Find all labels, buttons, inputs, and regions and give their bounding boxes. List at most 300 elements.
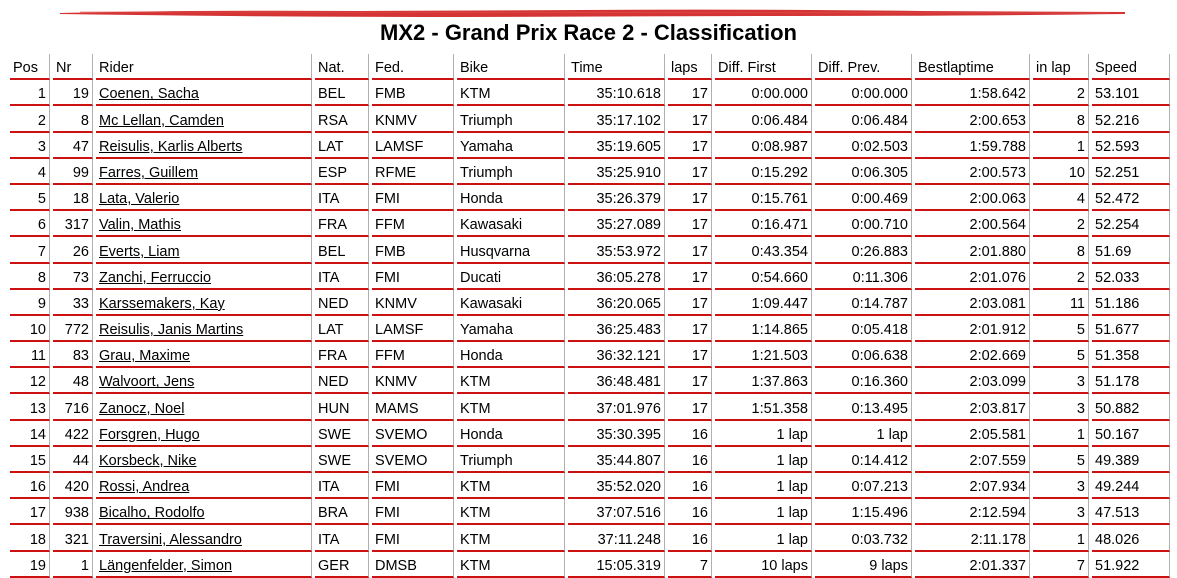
table-row bbox=[10, 237, 1170, 263]
cell-speed: 50.882 bbox=[1092, 394, 1170, 420]
cell-bestlaptime: 2:02.669 bbox=[915, 342, 1030, 368]
cell-laps: 17 bbox=[668, 394, 712, 420]
cell-bike: Honda bbox=[457, 421, 565, 447]
cell-nr: 8 bbox=[53, 106, 93, 132]
cell-fed: FMB bbox=[372, 80, 454, 106]
cell-bike: Triumph bbox=[457, 106, 565, 132]
cell-pos: 3 bbox=[10, 133, 50, 159]
rider-link[interactable]: Zanchi, Ferruccio bbox=[99, 269, 212, 286]
rider-link[interactable]: Traversini, Alessandro bbox=[99, 531, 242, 548]
cell-bike: Yamaha bbox=[457, 316, 565, 342]
table-row bbox=[10, 552, 1170, 578]
cell-in-lap: 3 bbox=[1033, 499, 1089, 525]
cell-bestlaptime: 2:07.559 bbox=[915, 447, 1030, 473]
rider-link[interactable]: Grau, Maxime bbox=[99, 348, 191, 365]
cell-diff-first: 0:00.000 bbox=[715, 80, 812, 106]
cell-nat: ITA bbox=[315, 473, 369, 499]
cell-diff-first: 10 laps bbox=[715, 552, 812, 578]
cell-fed: FMB bbox=[372, 237, 454, 263]
cell-diff-prev: 0:11.306 bbox=[815, 264, 912, 290]
cell-bike: Husqvarna bbox=[457, 237, 565, 263]
cell-nat: GER bbox=[315, 552, 369, 578]
cell-nr: 772 bbox=[53, 316, 93, 342]
cell-pos: 17 bbox=[10, 499, 50, 525]
cell-diff-first: 1:09.447 bbox=[715, 290, 812, 316]
column-header-fed: Fed. bbox=[372, 54, 454, 80]
column-header-time: Time bbox=[568, 54, 665, 80]
cell-nr: 33 bbox=[53, 290, 93, 316]
cell-nat: SWE bbox=[315, 421, 369, 447]
cell-diff-prev: 0:00.710 bbox=[815, 211, 912, 237]
cell-in-lap: 1 bbox=[1033, 133, 1089, 159]
column-header-diff-prev: Diff. Prev. bbox=[815, 54, 912, 80]
cell-bike: KTM bbox=[457, 499, 565, 525]
cell-nr: 44 bbox=[53, 447, 93, 473]
cell-diff-prev: 0:13.495 bbox=[815, 394, 912, 420]
cell-laps: 17 bbox=[668, 106, 712, 132]
cell-rider bbox=[96, 237, 312, 263]
cell-time: 36:05.278 bbox=[568, 264, 665, 290]
cell-time: 37:01.976 bbox=[568, 394, 665, 420]
cell-diff-first: 1 lap bbox=[715, 447, 812, 473]
cell-diff-first: 0:54.660 bbox=[715, 264, 812, 290]
cell-time: 35:30.395 bbox=[568, 421, 665, 447]
cell-diff-first: 1:14.865 bbox=[715, 316, 812, 342]
cell-in-lap: 2 bbox=[1033, 264, 1089, 290]
page-title: MX2 - Grand Prix Race 2 - Classification bbox=[380, 20, 797, 45]
cell-diff-prev: 0:05.418 bbox=[815, 316, 912, 342]
cell-pos: 16 bbox=[10, 473, 50, 499]
cell-in-lap: 1 bbox=[1033, 525, 1089, 551]
table-row bbox=[10, 473, 1170, 499]
cell-bike: Yamaha bbox=[457, 133, 565, 159]
cell-fed: FMI bbox=[372, 499, 454, 525]
column-header-nr: Nr bbox=[53, 54, 93, 80]
cell-rider bbox=[96, 552, 312, 578]
cell-diff-prev: 0:14.787 bbox=[815, 290, 912, 316]
cell-rider bbox=[96, 80, 312, 106]
cell-diff-first: 1:21.503 bbox=[715, 342, 812, 368]
cell-in-lap: 3 bbox=[1033, 368, 1089, 394]
column-header-nat: Nat. bbox=[315, 54, 369, 80]
table-row bbox=[10, 499, 1170, 525]
cell-nr: 83 bbox=[53, 342, 93, 368]
table-row bbox=[10, 106, 1170, 132]
cell-diff-first: 1:51.358 bbox=[715, 394, 812, 420]
cell-nr: 18 bbox=[53, 185, 93, 211]
cell-pos: 10 bbox=[10, 316, 50, 342]
cell-speed: 51.358 bbox=[1092, 342, 1170, 368]
cell-nat: ITA bbox=[315, 185, 369, 211]
cell-speed: 51.178 bbox=[1092, 368, 1170, 394]
cell-rider bbox=[96, 394, 312, 420]
rider-link[interactable]: Längenfelder, Simon bbox=[99, 557, 233, 574]
cell-laps: 16 bbox=[668, 525, 712, 551]
rider-link[interactable]: Reisulis, Janis Martins bbox=[99, 322, 244, 339]
cell-nat: FRA bbox=[315, 211, 369, 237]
cell-in-lap: 8 bbox=[1033, 106, 1089, 132]
cell-pos: 11 bbox=[10, 342, 50, 368]
cell-bestlaptime: 2:00.653 bbox=[915, 106, 1030, 132]
cell-time: 35:10.618 bbox=[568, 80, 665, 106]
cell-nat: ITA bbox=[315, 264, 369, 290]
cell-pos: 1 bbox=[10, 80, 50, 106]
cell-in-lap: 4 bbox=[1033, 185, 1089, 211]
cell-fed: FFM bbox=[372, 342, 454, 368]
cell-diff-prev: 1:15.496 bbox=[815, 499, 912, 525]
cell-pos: 15 bbox=[10, 447, 50, 473]
table-header-row bbox=[10, 54, 1170, 80]
cell-time: 35:26.379 bbox=[568, 185, 665, 211]
cell-speed: 52.251 bbox=[1092, 159, 1170, 185]
cell-fed: RFME bbox=[372, 159, 454, 185]
cell-nat: SWE bbox=[315, 447, 369, 473]
cell-fed: LAMSF bbox=[372, 316, 454, 342]
cell-diff-first: 1 lap bbox=[715, 473, 812, 499]
rider-link[interactable]: Valin, Mathis bbox=[99, 217, 181, 234]
cell-laps: 16 bbox=[668, 499, 712, 525]
cell-diff-prev: 0:07.213 bbox=[815, 473, 912, 499]
table-row bbox=[10, 316, 1170, 342]
cell-diff-prev: 0:02.503 bbox=[815, 133, 912, 159]
cell-rider bbox=[96, 133, 312, 159]
cell-bike: Kawasaki bbox=[457, 211, 565, 237]
cell-time: 37:11.248 bbox=[568, 525, 665, 551]
table-row bbox=[10, 211, 1170, 237]
cell-time: 36:25.483 bbox=[568, 316, 665, 342]
cell-nr: 422 bbox=[53, 421, 93, 447]
cell-rider bbox=[96, 342, 312, 368]
cell-diff-first: 0:08.987 bbox=[715, 133, 812, 159]
cell-laps: 17 bbox=[668, 237, 712, 263]
cell-diff-first: 1:37.863 bbox=[715, 368, 812, 394]
cell-nr: 99 bbox=[53, 159, 93, 185]
cell-time: 35:19.605 bbox=[568, 133, 665, 159]
cell-time: 35:44.807 bbox=[568, 447, 665, 473]
cell-bestlaptime: 2:05.581 bbox=[915, 421, 1030, 447]
cell-laps: 17 bbox=[668, 133, 712, 159]
cell-time: 36:48.481 bbox=[568, 368, 665, 394]
table-row bbox=[10, 264, 1170, 290]
cell-diff-first: 1 lap bbox=[715, 499, 812, 525]
cell-speed: 51.69 bbox=[1092, 237, 1170, 263]
column-header-in-lap: in lap bbox=[1033, 54, 1089, 80]
cell-bestlaptime: 1:59.788 bbox=[915, 133, 1030, 159]
cell-rider bbox=[96, 185, 312, 211]
cell-bestlaptime: 1:58.642 bbox=[915, 80, 1030, 106]
table-row bbox=[10, 290, 1170, 316]
cell-fed: KNMV bbox=[372, 106, 454, 132]
cell-nat: NED bbox=[315, 290, 369, 316]
cell-fed: FMI bbox=[372, 264, 454, 290]
cell-pos: 13 bbox=[10, 394, 50, 420]
cell-bike: KTM bbox=[457, 368, 565, 394]
cell-nat: NED bbox=[315, 368, 369, 394]
cell-time: 37:07.516 bbox=[568, 499, 665, 525]
column-header-rider: Rider bbox=[96, 54, 312, 80]
cell-speed: 51.186 bbox=[1092, 290, 1170, 316]
cell-rider bbox=[96, 368, 312, 394]
table-row bbox=[10, 80, 1170, 106]
cell-rider bbox=[96, 499, 312, 525]
cell-bike: KTM bbox=[457, 552, 565, 578]
cell-nat: BRA bbox=[315, 499, 369, 525]
cell-speed: 51.677 bbox=[1092, 316, 1170, 342]
rider-link[interactable]: Coenen, Sacha bbox=[99, 86, 199, 103]
cell-pos: 5 bbox=[10, 185, 50, 211]
cell-bestlaptime: 2:01.337 bbox=[915, 552, 1030, 578]
cell-rider bbox=[96, 421, 312, 447]
cell-laps: 7 bbox=[668, 552, 712, 578]
cell-pos: 12 bbox=[10, 368, 50, 394]
cell-laps: 17 bbox=[668, 342, 712, 368]
cell-time: 35:25.910 bbox=[568, 159, 665, 185]
cell-laps: 17 bbox=[668, 80, 712, 106]
column-header-speed: Speed bbox=[1092, 54, 1170, 80]
cell-bike: KTM bbox=[457, 80, 565, 106]
table-row bbox=[10, 368, 1170, 394]
rider-link[interactable]: Karssemakers, Kay bbox=[99, 295, 225, 312]
table-row bbox=[10, 421, 1170, 447]
cell-pos: 6 bbox=[10, 211, 50, 237]
column-header-bestlaptime: Bestlaptime bbox=[915, 54, 1030, 80]
cell-bestlaptime: 2:03.099 bbox=[915, 368, 1030, 394]
cell-diff-prev: 0:06.638 bbox=[815, 342, 912, 368]
cell-diff-prev: 9 laps bbox=[815, 552, 912, 578]
cell-pos: 18 bbox=[10, 525, 50, 551]
cell-diff-first: 0:16.471 bbox=[715, 211, 812, 237]
rider-link[interactable]: Everts, Liam bbox=[99, 243, 180, 260]
cell-in-lap: 3 bbox=[1033, 394, 1089, 420]
cell-speed: 52.472 bbox=[1092, 185, 1170, 211]
cell-nr: 321 bbox=[53, 525, 93, 551]
cell-fed: DMSB bbox=[372, 552, 454, 578]
cell-nat: FRA bbox=[315, 342, 369, 368]
cell-fed: KNMV bbox=[372, 290, 454, 316]
cell-bike: Triumph bbox=[457, 447, 565, 473]
cell-in-lap: 5 bbox=[1033, 316, 1089, 342]
cell-time: 35:52.020 bbox=[568, 473, 665, 499]
cell-diff-first: 0:43.354 bbox=[715, 237, 812, 263]
cell-nr: 317 bbox=[53, 211, 93, 237]
cell-rider bbox=[96, 106, 312, 132]
cell-time: 36:20.065 bbox=[568, 290, 665, 316]
cell-in-lap: 2 bbox=[1033, 211, 1089, 237]
cell-bestlaptime: 2:03.081 bbox=[915, 290, 1030, 316]
cell-diff-prev: 0:14.412 bbox=[815, 447, 912, 473]
table-row bbox=[10, 394, 1170, 420]
cell-bestlaptime: 2:12.594 bbox=[915, 499, 1030, 525]
rider-link[interactable]: Lata, Valerio bbox=[99, 191, 180, 208]
cell-laps: 16 bbox=[668, 473, 712, 499]
cell-bestlaptime: 2:03.817 bbox=[915, 394, 1030, 420]
cell-in-lap: 5 bbox=[1033, 447, 1089, 473]
cell-in-lap: 10 bbox=[1033, 159, 1089, 185]
cell-bike: KTM bbox=[457, 394, 565, 420]
cell-rider bbox=[96, 473, 312, 499]
cell-nat: BEL bbox=[315, 80, 369, 106]
cell-bike: Kawasaki bbox=[457, 290, 565, 316]
cell-time: 35:17.102 bbox=[568, 106, 665, 132]
cell-time: 35:27.089 bbox=[568, 211, 665, 237]
cell-bestlaptime: 2:00.564 bbox=[915, 211, 1030, 237]
cell-speed: 49.389 bbox=[1092, 447, 1170, 473]
cell-laps: 17 bbox=[668, 211, 712, 237]
cell-speed: 53.101 bbox=[1092, 80, 1170, 106]
cell-in-lap: 8 bbox=[1033, 237, 1089, 263]
table-row bbox=[10, 525, 1170, 551]
cell-diff-prev: 0:03.732 bbox=[815, 525, 912, 551]
cell-nr: 73 bbox=[53, 264, 93, 290]
table-row bbox=[10, 159, 1170, 185]
cell-bike: Honda bbox=[457, 342, 565, 368]
cell-rider bbox=[96, 447, 312, 473]
cell-nat: HUN bbox=[315, 394, 369, 420]
cell-time: 36:32.121 bbox=[568, 342, 665, 368]
cell-diff-prev: 0:06.484 bbox=[815, 106, 912, 132]
cell-bike: Ducati bbox=[457, 264, 565, 290]
cell-speed: 48.026 bbox=[1092, 525, 1170, 551]
cell-pos: 4 bbox=[10, 159, 50, 185]
cell-speed: 52.593 bbox=[1092, 133, 1170, 159]
cell-pos: 8 bbox=[10, 264, 50, 290]
cell-bike: KTM bbox=[457, 525, 565, 551]
rider-link[interactable]: Zanocz, Noel bbox=[99, 400, 185, 417]
cell-bestlaptime: 2:07.934 bbox=[915, 473, 1030, 499]
cell-in-lap: 5 bbox=[1033, 342, 1089, 368]
column-header-pos: Pos bbox=[10, 54, 50, 80]
cell-rider bbox=[96, 211, 312, 237]
cell-time: 35:53.972 bbox=[568, 237, 665, 263]
cell-bike: Honda bbox=[457, 185, 565, 211]
cell-diff-prev: 0:16.360 bbox=[815, 368, 912, 394]
cell-nat: ESP bbox=[315, 159, 369, 185]
cell-nat: LAT bbox=[315, 133, 369, 159]
classification-table bbox=[7, 54, 1173, 578]
cell-diff-first: 0:15.761 bbox=[715, 185, 812, 211]
rider-link[interactable]: Farres, Guillem bbox=[99, 164, 199, 181]
cell-laps: 17 bbox=[668, 316, 712, 342]
rider-link[interactable]: Forsgren, Hugo bbox=[99, 426, 200, 443]
cell-rider bbox=[96, 290, 312, 316]
cell-time: 15:05.319 bbox=[568, 552, 665, 578]
cell-pos: 2 bbox=[10, 106, 50, 132]
cell-speed: 50.167 bbox=[1092, 421, 1170, 447]
cell-diff-prev: 0:26.883 bbox=[815, 237, 912, 263]
cell-nat: BEL bbox=[315, 237, 369, 263]
cell-fed: MAMS bbox=[372, 394, 454, 420]
cell-nat: LAT bbox=[315, 316, 369, 342]
cell-laps: 17 bbox=[668, 368, 712, 394]
rider-link[interactable]: Bicalho, Rodolfo bbox=[99, 505, 205, 522]
cell-fed: KNMV bbox=[372, 368, 454, 394]
cell-nr: 420 bbox=[53, 473, 93, 499]
cell-diff-prev: 0:06.305 bbox=[815, 159, 912, 185]
cell-speed: 49.244 bbox=[1092, 473, 1170, 499]
table-row bbox=[10, 185, 1170, 211]
table-row bbox=[10, 133, 1170, 159]
cell-diff-first: 1 lap bbox=[715, 421, 812, 447]
cell-rider bbox=[96, 159, 312, 185]
cell-pos: 7 bbox=[10, 237, 50, 263]
column-header-laps: laps bbox=[668, 54, 712, 80]
column-header-diff-first: Diff. First bbox=[715, 54, 812, 80]
cell-nr: 47 bbox=[53, 133, 93, 159]
cell-nr: 19 bbox=[53, 80, 93, 106]
cell-rider bbox=[96, 525, 312, 551]
cell-laps: 17 bbox=[668, 290, 712, 316]
cell-nat: ITA bbox=[315, 525, 369, 551]
cell-nr: 938 bbox=[53, 499, 93, 525]
cell-speed: 52.254 bbox=[1092, 211, 1170, 237]
rider-link[interactable]: Walvoort, Jens bbox=[99, 374, 195, 391]
rider-link[interactable]: Reisulis, Karlis Alberts bbox=[99, 138, 243, 155]
cell-fed: SVEMO bbox=[372, 421, 454, 447]
cell-speed: 51.922 bbox=[1092, 552, 1170, 578]
cell-in-lap: 11 bbox=[1033, 290, 1089, 316]
cell-speed: 52.216 bbox=[1092, 106, 1170, 132]
cell-fed: FFM bbox=[372, 211, 454, 237]
cell-nr: 716 bbox=[53, 394, 93, 420]
column-header-bike: Bike bbox=[457, 54, 565, 80]
cell-bestlaptime: 2:11.178 bbox=[915, 525, 1030, 551]
cell-laps: 17 bbox=[668, 159, 712, 185]
cell-nat: RSA bbox=[315, 106, 369, 132]
cell-nr: 48 bbox=[53, 368, 93, 394]
cell-laps: 16 bbox=[668, 447, 712, 473]
cell-laps: 16 bbox=[668, 421, 712, 447]
cell-diff-prev: 0:00.469 bbox=[815, 185, 912, 211]
cell-speed: 47.513 bbox=[1092, 499, 1170, 525]
cell-rider bbox=[96, 264, 312, 290]
cell-speed: 52.033 bbox=[1092, 264, 1170, 290]
cell-bike: Triumph bbox=[457, 159, 565, 185]
cell-in-lap: 1 bbox=[1033, 421, 1089, 447]
table-row bbox=[10, 342, 1170, 368]
cell-laps: 17 bbox=[668, 185, 712, 211]
cell-nr: 1 bbox=[53, 552, 93, 578]
cell-fed: SVEMO bbox=[372, 447, 454, 473]
cell-pos: 9 bbox=[10, 290, 50, 316]
cell-fed: LAMSF bbox=[372, 133, 454, 159]
cell-bike: KTM bbox=[457, 473, 565, 499]
table-row bbox=[10, 447, 1170, 473]
cell-diff-first: 1 lap bbox=[715, 525, 812, 551]
brush-stroke-decoration bbox=[60, 8, 1125, 18]
cell-rider bbox=[96, 316, 312, 342]
cell-bestlaptime: 2:01.076 bbox=[915, 264, 1030, 290]
cell-bestlaptime: 2:00.573 bbox=[915, 159, 1030, 185]
cell-fed: FMI bbox=[372, 525, 454, 551]
cell-bestlaptime: 2:01.880 bbox=[915, 237, 1030, 263]
cell-bestlaptime: 2:00.063 bbox=[915, 185, 1030, 211]
cell-nr: 26 bbox=[53, 237, 93, 263]
cell-fed: FMI bbox=[372, 185, 454, 211]
cell-in-lap: 3 bbox=[1033, 473, 1089, 499]
cell-bestlaptime: 2:01.912 bbox=[915, 316, 1030, 342]
rider-link[interactable]: Mc Lellan, Camden bbox=[99, 112, 224, 129]
cell-pos: 14 bbox=[10, 421, 50, 447]
rider-link[interactable]: Korsbeck, Nike bbox=[99, 453, 197, 469]
cell-diff-first: 0:06.484 bbox=[715, 106, 812, 132]
cell-in-lap: 7 bbox=[1033, 552, 1089, 578]
cell-diff-first: 0:15.292 bbox=[715, 159, 812, 185]
cell-in-lap: 2 bbox=[1033, 80, 1089, 106]
rider-link[interactable]: Rossi, Andrea bbox=[99, 479, 190, 496]
cell-pos: 19 bbox=[10, 552, 50, 578]
cell-diff-prev: 1 lap bbox=[815, 421, 912, 447]
cell-laps: 17 bbox=[668, 264, 712, 290]
